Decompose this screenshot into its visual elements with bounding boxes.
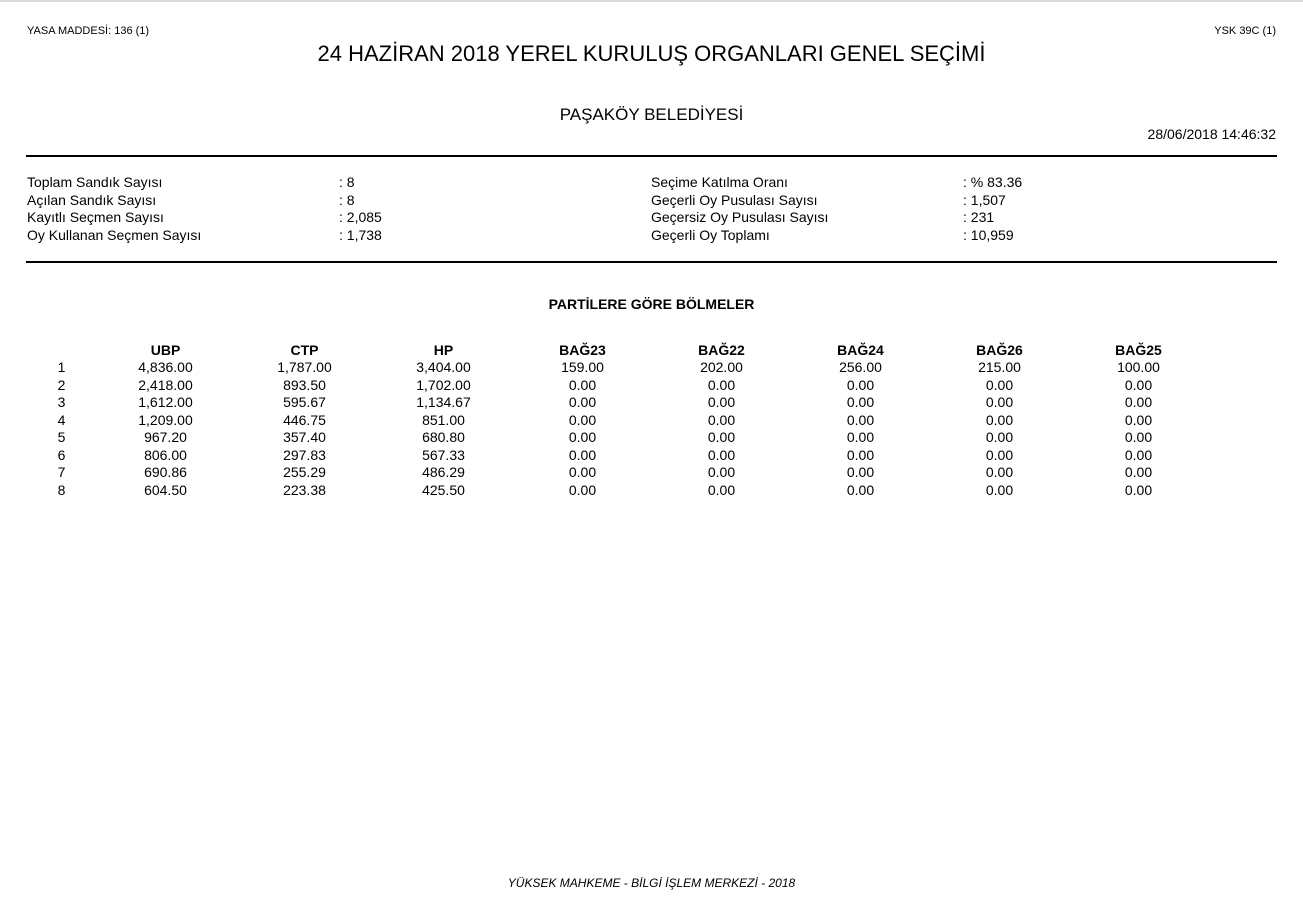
row-index: 6 (57, 446, 66, 463)
table-header-row (27, 341, 1208, 359)
table-cell: 967.20 (144, 429, 187, 445)
stat-label: Geçersiz Oy Pusulası Sayısı (651, 209, 829, 225)
table-cell: 0.00 (707, 411, 736, 428)
table-cell: 357.40 (283, 429, 326, 445)
column-header: BAĞ22 (698, 342, 745, 358)
row-index: 2 (57, 376, 66, 393)
stat-label: Geçerli Oy Pusulası Sayısı (651, 191, 818, 208)
table-cell: 0.00 (1124, 411, 1153, 428)
stat-label: Oy Kullanan Seçmen Sayısı (27, 226, 202, 243)
table-row (27, 394, 1208, 412)
stat-label: Kayıtlı Seçmen Sayısı (27, 209, 164, 225)
report-timestamp: 28/06/2018 14:46:32 (1147, 126, 1276, 142)
stat-row (27, 192, 382, 210)
table-cell: 604.50 (144, 481, 187, 498)
table-cell: 202.00 (700, 359, 743, 375)
table-cell: 0.00 (1124, 481, 1153, 498)
table-cell: 0.00 (985, 394, 1014, 410)
divider-bottom (26, 261, 1277, 263)
stat-value: : 1,738 (339, 226, 382, 243)
index-column-header (27, 341, 96, 359)
table-cell: 297.83 (283, 446, 326, 463)
table-cell: 0.00 (568, 481, 597, 498)
table-cell: 0.00 (985, 446, 1014, 463)
municipality-title: PAŞAKÖY BELEDİYESİ (559, 105, 744, 124)
table-cell: 0.00 (707, 376, 736, 393)
table-cell: 0.00 (846, 464, 875, 480)
row-index: 8 (57, 481, 66, 498)
table-cell: 690.86 (144, 464, 187, 480)
table-cell: 0.00 (568, 411, 597, 428)
stat-row (27, 174, 382, 192)
stat-row (27, 227, 382, 245)
table-cell: 0.00 (1124, 446, 1153, 463)
table-cell: 0.00 (568, 429, 597, 445)
row-index: 7 (57, 464, 66, 480)
table-cell: 1,787.00 (277, 359, 332, 375)
table-cell: 0.00 (846, 429, 875, 445)
table-cell: 446.75 (283, 411, 326, 428)
section-title: PARTİLERE GÖRE BÖLMELER (548, 296, 755, 312)
table-row (27, 377, 1208, 395)
table-cell: 1,702.00 (416, 376, 471, 393)
table-cell: 0.00 (707, 429, 736, 445)
table-cell: 3,404.00 (416, 359, 471, 375)
table-cell: 1,612.00 (138, 394, 193, 410)
column-header: HP (433, 342, 454, 358)
table-cell: 0.00 (707, 464, 736, 480)
top-border (0, 0, 1303, 2)
table-cell: 893.50 (283, 376, 326, 393)
table-cell: 0.00 (568, 376, 597, 393)
column-header: BAĞ25 (1115, 342, 1162, 358)
table-cell: 0.00 (985, 464, 1014, 480)
table-cell: 0.00 (1124, 394, 1153, 410)
table-cell: 0.00 (985, 411, 1014, 428)
results-table (27, 341, 1208, 499)
stat-value: : % 83.36 (963, 174, 1023, 190)
table-cell: 2,418.00 (138, 376, 193, 393)
table-cell: 851.00 (422, 411, 465, 428)
row-index: 3 (57, 394, 66, 410)
stat-value: : 2,085 (339, 209, 382, 225)
divider-top (26, 155, 1277, 157)
table-cell: 0.00 (985, 429, 1014, 445)
column-header: BAĞ24 (837, 342, 884, 358)
table-row (27, 359, 1208, 377)
stat-value: : 1,507 (963, 191, 1006, 208)
footer-text: YÜKSEK MAHKEME - BİLGİ İŞLEM MERKEZİ - 2018 (507, 876, 796, 890)
table-cell: 0.00 (1124, 429, 1153, 445)
table-cell: 159.00 (561, 359, 604, 375)
stat-row (651, 227, 1022, 245)
stat-row (651, 192, 1022, 210)
table-cell: 0.00 (568, 394, 597, 410)
table-cell: 425.50 (422, 481, 465, 498)
table-cell: 4,836.00 (138, 359, 193, 375)
table-row (27, 482, 1208, 500)
table-cell: 0.00 (985, 481, 1014, 498)
table-cell: 0.00 (846, 481, 875, 498)
table-cell: 256.00 (839, 359, 882, 375)
law-reference: YASA MADDESİ: 136 (1) (27, 25, 150, 37)
row-index: 4 (57, 411, 66, 428)
table-cell: 215.00 (978, 359, 1021, 375)
stat-row (651, 209, 1022, 227)
table-cell: 1,209.00 (138, 411, 193, 428)
stat-row (651, 174, 1022, 192)
table-cell: 0.00 (985, 376, 1014, 393)
table-row (27, 412, 1208, 430)
column-header: BAĞ23 (559, 342, 606, 358)
stat-value: : 231 (963, 209, 995, 225)
table-cell: 0.00 (1124, 464, 1153, 480)
table-cell: 0.00 (568, 464, 597, 480)
table-cell: 0.00 (707, 481, 736, 498)
stat-label: Toplam Sandık Sayısı (27, 174, 163, 190)
stats-left-block (27, 174, 382, 244)
table-cell: 255.29 (283, 464, 326, 480)
table-cell: 0.00 (846, 394, 875, 410)
table-cell: 0.00 (846, 446, 875, 463)
column-header: CTP (290, 342, 319, 358)
stats-right-block (651, 174, 1022, 244)
stat-value: : 10,959 (963, 226, 1014, 243)
table-row (27, 429, 1208, 447)
table-cell: 1,134.67 (416, 394, 471, 410)
table-cell: 567.33 (422, 446, 465, 463)
table-row (27, 447, 1208, 465)
stat-value: : 8 (339, 191, 355, 208)
stat-row (27, 209, 382, 227)
stat-label: Açılan Sandık Sayısı (27, 191, 157, 208)
stat-label: Geçerli Oy Toplamı (651, 226, 770, 243)
stat-value: : 8 (339, 174, 355, 190)
stat-label: Seçime Katılma Oranı (651, 174, 788, 190)
table-cell: 595.67 (283, 394, 326, 410)
table-cell: 486.29 (422, 464, 465, 480)
column-header: BAĞ26 (976, 342, 1023, 358)
table-cell: 0.00 (568, 446, 597, 463)
table-cell: 0.00 (707, 446, 736, 463)
column-header: UBP (150, 342, 181, 358)
table-cell: 0.00 (846, 411, 875, 428)
table-cell: 680.80 (422, 429, 465, 445)
table-cell: 0.00 (707, 394, 736, 410)
table-row (27, 464, 1208, 482)
table-cell: 223.38 (283, 481, 326, 498)
table-cell: 0.00 (846, 376, 875, 393)
form-code: YSK 39C (1) (1214, 25, 1276, 37)
table-cell: 100.00 (1117, 359, 1160, 375)
table-cell: 806.00 (144, 446, 187, 463)
page-title: 24 HAZİRAN 2018 YEREL KURULUŞ ORGANLARI GENEL SEÇİMİ (317, 41, 986, 66)
table-body (27, 359, 1208, 499)
table-cell: 0.00 (1124, 376, 1153, 393)
row-index: 5 (57, 429, 66, 445)
row-index: 1 (57, 359, 66, 375)
